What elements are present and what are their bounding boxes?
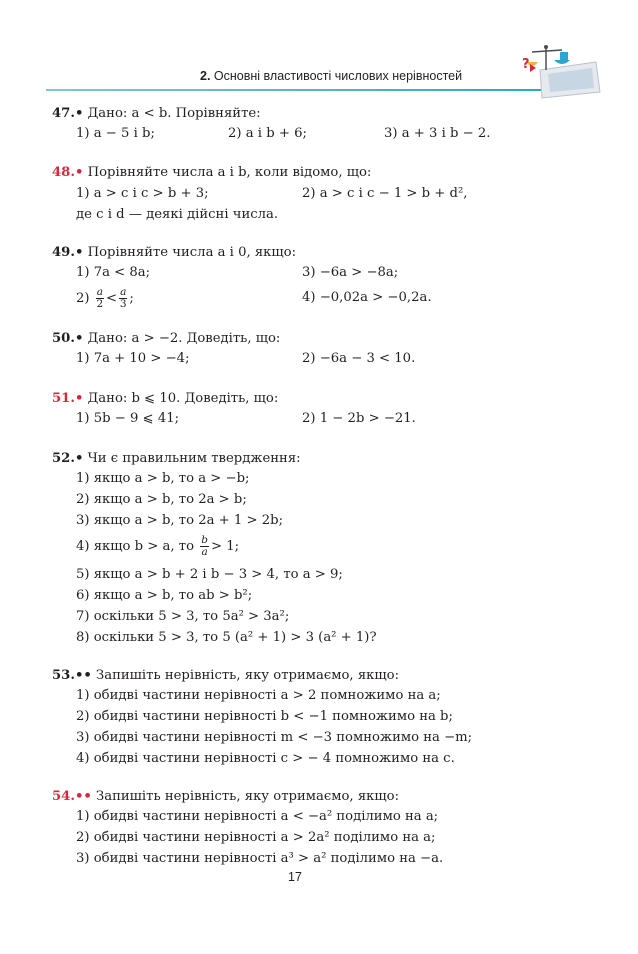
problem-item: 2) a і b + 6; [228, 126, 307, 141]
problem-number: 51.• [52, 391, 84, 406]
chapter-number: 2. [200, 69, 211, 83]
problem-item: 1) обидві частини нерівності a > 2 помножимо на a; [76, 688, 441, 703]
svg-text:?: ? [522, 57, 530, 72]
problem-statement: Запишіть нерівність, яку отримаємо, якщо: [96, 789, 400, 804]
problem-item: 2) −6a − 3 < 10. [302, 351, 416, 366]
problem-item: 1) 5b − 9 ⩽ 41; [76, 411, 180, 426]
problem-number: 50.• [52, 331, 84, 346]
running-header [200, 69, 462, 83]
problem-item: 2) якщо a > b, то 2a > b; [76, 492, 247, 507]
problem-51 [52, 388, 278, 409]
problem-number: 54.•• [52, 789, 92, 804]
problem-item: 1) якщо a > b, то a > −b; [76, 471, 250, 486]
problem-number: 49.• [52, 245, 84, 260]
problem-48 [52, 162, 371, 183]
problem-item-fraction: 4) якщо b > a, то $\frac{b}{a}$ > 1; [76, 534, 240, 558]
problem-54 [52, 786, 399, 807]
problem-statement: Дано: a < b. Порівняйте: [87, 106, 261, 121]
scales-illustration-icon [512, 40, 602, 102]
problem-item: 3) обидві частини нерівності a³ > a² поділимо на −a. [76, 851, 444, 866]
problem-47 [52, 103, 261, 124]
page-number: 17 [288, 870, 302, 884]
problem-item: 2) обидві частини нерівності a > 2a² поділимо на a; [76, 830, 436, 845]
problem-item: де c і d — деякі дійсні числа. [76, 207, 279, 222]
problem-item-fraction: 2) $\frac{a}{2}$ < $\frac{a}{3}$ ; [76, 286, 134, 310]
problem-statement: Порівняйте числа a і b, коли відомо, що: [87, 165, 372, 180]
problem-item: 3) a + 3 і b − 2. [384, 126, 491, 141]
problem-statement: Порівняйте числа a і 0, якщо: [87, 245, 297, 260]
problem-item: 1) обидві частини нерівності a < −a² поділимо на a; [76, 809, 439, 824]
problem-number: 47.• [52, 106, 84, 121]
problem-item: 1) a − 5 і b; [76, 126, 155, 141]
problem-49 [52, 242, 296, 263]
problem-item: 2) 1 − 2b > −21. [302, 411, 416, 426]
problem-53 [52, 665, 399, 686]
chapter-title: Основні властивості числових нерівностей [213, 69, 463, 83]
problem-statement: Запишіть нерівність, яку отримаємо, якщо: [96, 668, 400, 683]
problem-item: 4) обидві частини нерівності c > − 4 помножимо на c. [76, 751, 455, 766]
problem-item: 2) обидві частини нерівності b < −1 помножимо на b; [76, 709, 453, 724]
problem-number: 52.• [52, 451, 84, 466]
problem-item: 8) оскільки 5 > 3, то 5 (a² + 1) > 3 (a² + 1)? [76, 630, 377, 645]
problem-number: 48.• [52, 165, 84, 180]
problem-statement: Дано: b ⩽ 10. Доведіть, що: [87, 391, 279, 406]
problem-statement: Чи є правильним твердження: [87, 451, 301, 466]
problem-50 [52, 328, 280, 349]
header-rule [46, 89, 546, 91]
problem-item: 1) 7a < 8a; [76, 265, 151, 280]
problem-number: 53.•• [52, 668, 92, 683]
problem-item: 5) якщо a > b + 2 і b − 3 > 4, то a > 9; [76, 567, 343, 582]
problem-item: 1) a > c і c > b + 3; [76, 186, 209, 201]
problem-item: 3) обидві частини нерівності m < −3 помножимо на −m; [76, 730, 473, 745]
problem-item: 3) −6a > −8a; [302, 265, 399, 280]
problem-item: 1) 7a + 10 > −4; [76, 351, 190, 366]
fraction: $\frac{a}{2}$ [96, 286, 104, 310]
problem-52 [52, 448, 301, 469]
fraction: $\frac{a}{3}$ [119, 286, 127, 310]
problem-item: 7) оскільки 5 > 3, то 5a² > 3a²; [76, 609, 290, 624]
problem-statement: Дано: a > −2. Доведіть, що: [87, 331, 281, 346]
fraction: $\frac{b}{a}$ [201, 534, 208, 558]
problem-item: 3) якщо a > b, то 2a + 1 > 2b; [76, 513, 284, 528]
problem-item: 2) a > c і c − 1 > b + d², [302, 186, 468, 201]
problem-item: 6) якщо a > b, то ab > b²; [76, 588, 253, 603]
problem-item: 4) −0,02a > −0,2a. [302, 290, 432, 305]
